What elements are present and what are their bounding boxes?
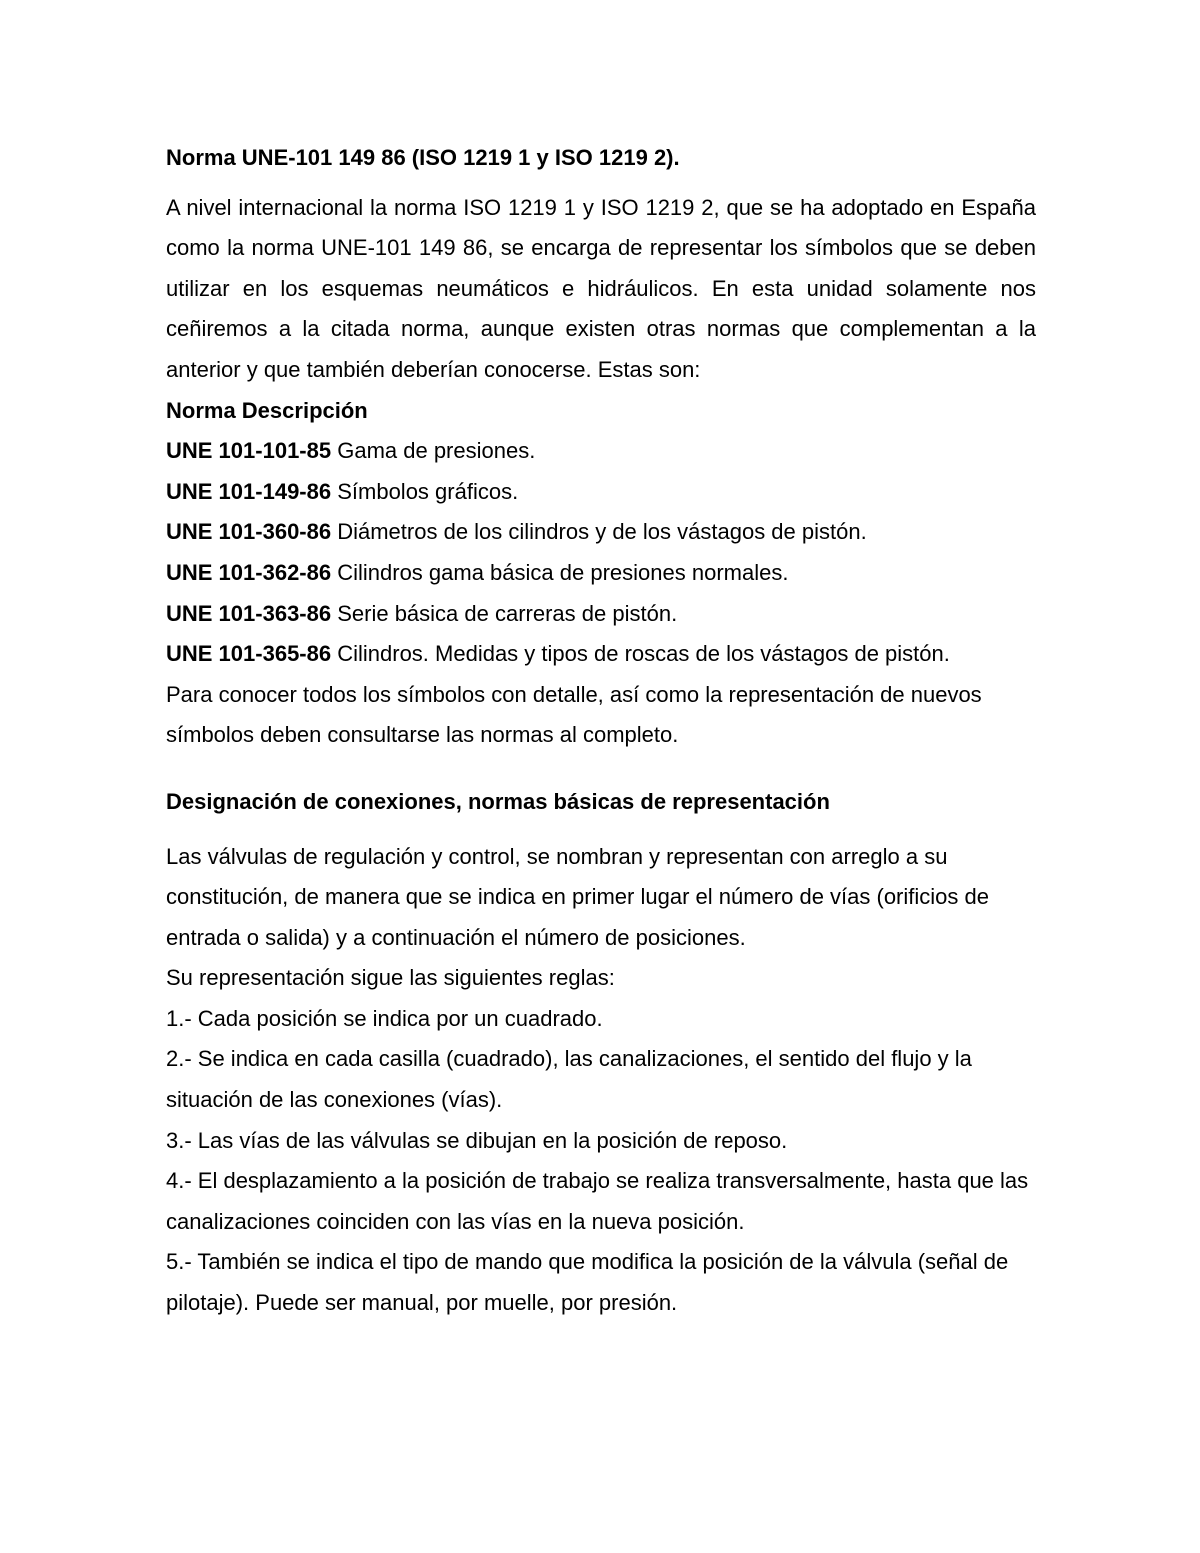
norms-table-header: Norma Descripción bbox=[166, 397, 368, 423]
rules-list bbox=[166, 999, 1036, 1324]
norm-description: Cilindros. Medidas y tipos de roscas de los vástagos de pistón. bbox=[331, 641, 950, 667]
norm-code: UNE 101-101-85 bbox=[166, 438, 332, 464]
rules-intro: Su representación sigue las siguientes reglas: bbox=[166, 965, 615, 991]
rule-item: 5.- También se indica el tipo de mando que modifica la posición de la válvula (señal de pilotaje). Puede ser manual, por muelle, por presión. bbox=[166, 1249, 1009, 1316]
norm-row bbox=[166, 472, 1036, 513]
norm-description: Serie básica de carreras de pistón. bbox=[331, 600, 678, 626]
closing-paragraph: Para conocer todos los símbolos con detalle, así como la representación de nuevos símbolos deben consultarse las normas al completo. bbox=[166, 681, 982, 748]
norm-code: UNE 101-360-86 bbox=[166, 519, 332, 545]
rule-item: 2.- Se indica en cada casilla (cuadrado), las canalizaciones, el sentido del flujo y la situación de las conexiones (vías). bbox=[166, 1046, 972, 1113]
norm-code: UNE 101-363-86 bbox=[166, 600, 332, 626]
section-title: Designación de conexiones, normas básicas de representación bbox=[166, 788, 830, 814]
section-intro-paragraph: Las válvulas de regulación y control, se nombran y representan con arreglo a su constitución, de manera que se indica en primer lugar el número de vías (orificios de entrada o salida) y a continuación el número de posiciones. bbox=[166, 843, 989, 950]
norm-description: Cilindros gama básica de presiones normales. bbox=[331, 559, 789, 585]
norm-description: Gama de presiones. bbox=[331, 438, 536, 464]
norm-row bbox=[166, 553, 1036, 594]
intro-paragraph: A nivel internacional la norma ISO 1219 1 y ISO 1219 2, que se ha adoptado en España como la norma UNE-101 149 86, se encarga de representar los símbolos que se deben utilizar en los esquemas neumáticos e hidráulicos. En esta unidad solamente nos ceñiremos a la citada norma, aunque existen otras normas que complementan a la anterior y que también deberían conocerse. Estas son: bbox=[166, 194, 1036, 382]
rule-item: 4.- El desplazamiento a la posición de trabajo se realiza transversalmente, hasta que las canalizaciones coinciden con las vías en la nueva posición. bbox=[166, 1168, 1029, 1234]
norms-list bbox=[166, 431, 1036, 675]
norm-row bbox=[166, 431, 1036, 472]
rule-item: 1.- Cada posición se indica por un cuadrado. bbox=[166, 1005, 603, 1031]
norm-description: Símbolos gráficos. bbox=[331, 478, 519, 504]
norm-code: UNE 101-149-86 bbox=[166, 478, 332, 504]
norm-description: Diámetros de los cilindros y de los vástagos de pistón. bbox=[331, 519, 867, 545]
rule-item: 3.- Las vías de las válvulas se dibujan en la posición de reposo. bbox=[166, 1127, 788, 1153]
norm-code: UNE 101-362-86 bbox=[166, 559, 332, 585]
norm-code: UNE 101-365-86 bbox=[166, 641, 332, 667]
norm-row bbox=[166, 594, 1036, 635]
document-title: Norma UNE-101 149 86 (ISO 1219 1 y ISO 1219 2). bbox=[166, 145, 680, 170]
norm-row bbox=[166, 634, 1036, 675]
norm-row bbox=[166, 512, 1036, 553]
document-body bbox=[166, 138, 1036, 1324]
